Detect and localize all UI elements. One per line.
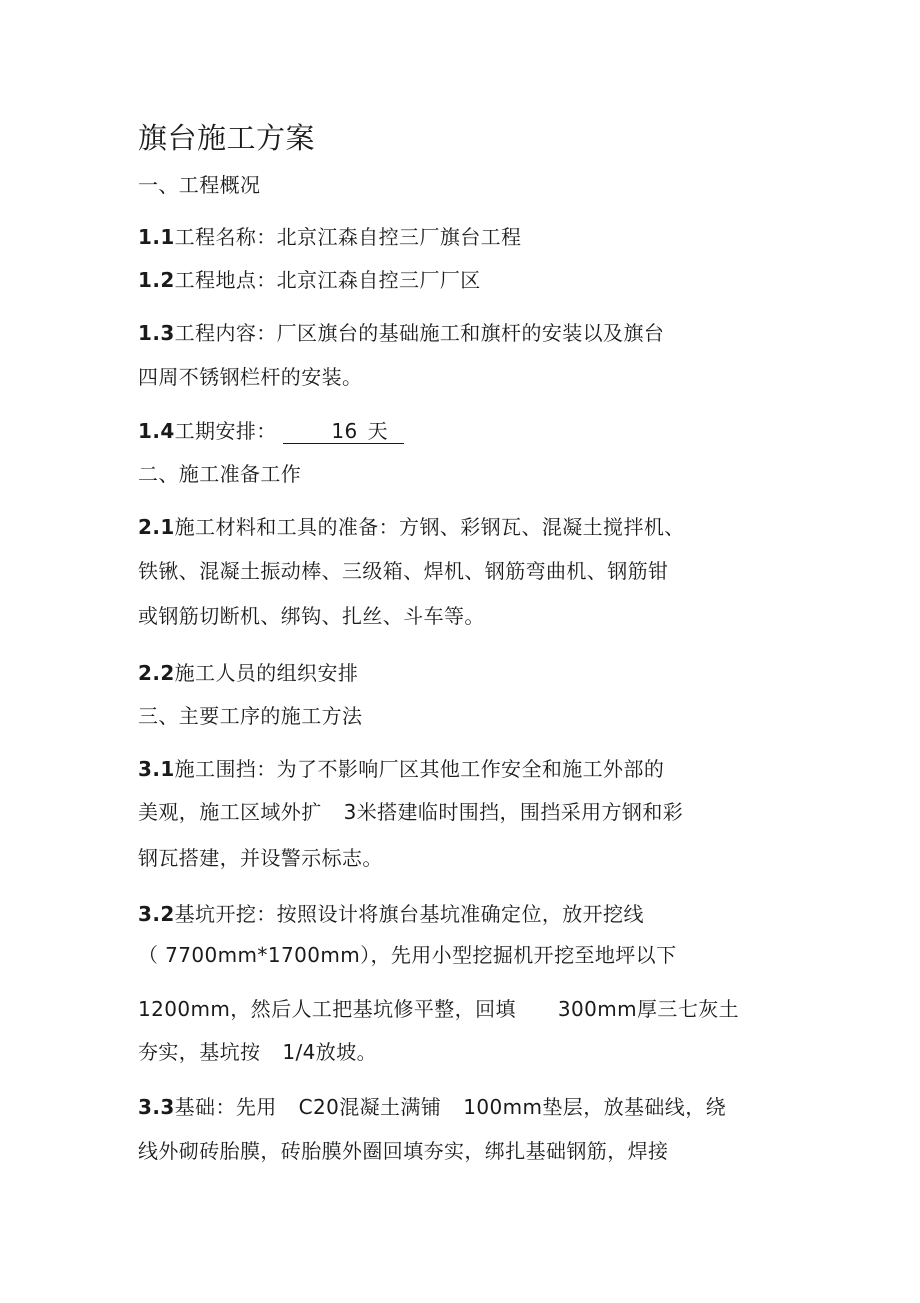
item-text: 夯实，基坑按 [138, 1040, 261, 1064]
item-1-1 [138, 224, 521, 250]
item-text: 施工材料和工具的准备：方钢、彩钢瓦、混凝土搅拌机、 [174, 515, 685, 539]
item-text: 工程内容：厂区旗台的基础施工和旗杆的安装以及旗台 [174, 321, 665, 345]
item-text: 300mm厚三七灰土 [557, 997, 740, 1021]
item-2-1-line-3: 或钢筋切断机、绑钩、扎丝、斗车等。 [138, 604, 485, 628]
item-3-3-line-1 [138, 1094, 726, 1120]
item-text: 1/4放坡。 [282, 1040, 377, 1064]
item-number: 3.3 [138, 1095, 175, 1119]
item-text: 施工人员的组织安排 [174, 661, 359, 685]
item-number: 1.2 [138, 268, 175, 292]
item-3-2-line-2: （ 7700mm*1700mm），先用小型挖掘机开挖至地坪以下 [138, 943, 677, 967]
item-number: 1.1 [138, 225, 175, 249]
section-heading-3: 三、主要工序的施工方法 [138, 704, 363, 728]
item-number: 2.2 [138, 661, 175, 685]
item-3-2-line-4 [138, 1039, 377, 1065]
item-text: C20混凝土满铺 [298, 1095, 442, 1119]
item-text: 基坑开挖：按照设计将旗台基坑准确定位，放开挖线 [174, 902, 644, 926]
item-1-3-line-2: 四周不锈钢栏杆的安装。 [138, 365, 363, 389]
item-text: 基础：先用 [174, 1095, 277, 1119]
duration-days-unit: 天 [367, 419, 389, 443]
item-2-1-line-1 [138, 514, 685, 540]
item-3-1-line-2 [138, 799, 683, 825]
item-3-2-line-3 [138, 996, 739, 1022]
item-1-4 [138, 418, 404, 444]
item-3-2-line-1 [138, 901, 644, 927]
item-number: 2.1 [138, 515, 175, 539]
item-2-1-line-2: 铁锹、混凝土振动棒、三级箱、焊机、钢筋弯曲机、钢筋钳 [138, 559, 669, 583]
item-text: 工程名称：北京江森自控三厂旗台工程 [174, 225, 522, 249]
item-3-1-line-1 [138, 756, 664, 782]
duration-days-value: 16 [331, 419, 358, 443]
item-label: 工期安排： [174, 419, 277, 443]
duration-field [283, 419, 404, 444]
item-number: 1.3 [138, 321, 175, 345]
section-heading-2: 二、施工准备工作 [138, 462, 302, 486]
document-title: 旗台施工方案 [138, 121, 316, 155]
item-text: 施工围挡：为了不影响厂区其他工作安全和施工外部的 [174, 757, 665, 781]
item-text: 3米搭建临时围挡，围挡采用方钢和彩 [343, 800, 684, 824]
item-2-2 [138, 660, 358, 686]
item-number: 3.2 [138, 902, 175, 926]
item-text: 1200mm，然后人工把基坑修平整，回填 [138, 997, 516, 1021]
item-number: 1.4 [138, 419, 175, 443]
item-3-1-line-3: 钢瓦搭建，并设警示标志。 [138, 846, 383, 870]
section-heading-1: 一、工程概况 [138, 173, 261, 197]
item-text: 工程地点：北京江森自控三厂厂区 [174, 268, 481, 292]
item-1-3-line-1 [138, 320, 664, 346]
item-1-2 [138, 267, 481, 293]
item-3-3-line-2: 线外砌砖胎膜，砖胎膜外圈回填夯实，绑扎基础钢筋，焊接 [138, 1139, 669, 1163]
item-text: 美观，施工区域外扩 [138, 800, 322, 824]
item-number: 3.1 [138, 757, 175, 781]
item-text: 100mm垫层，放基础线，绕 [463, 1095, 727, 1119]
